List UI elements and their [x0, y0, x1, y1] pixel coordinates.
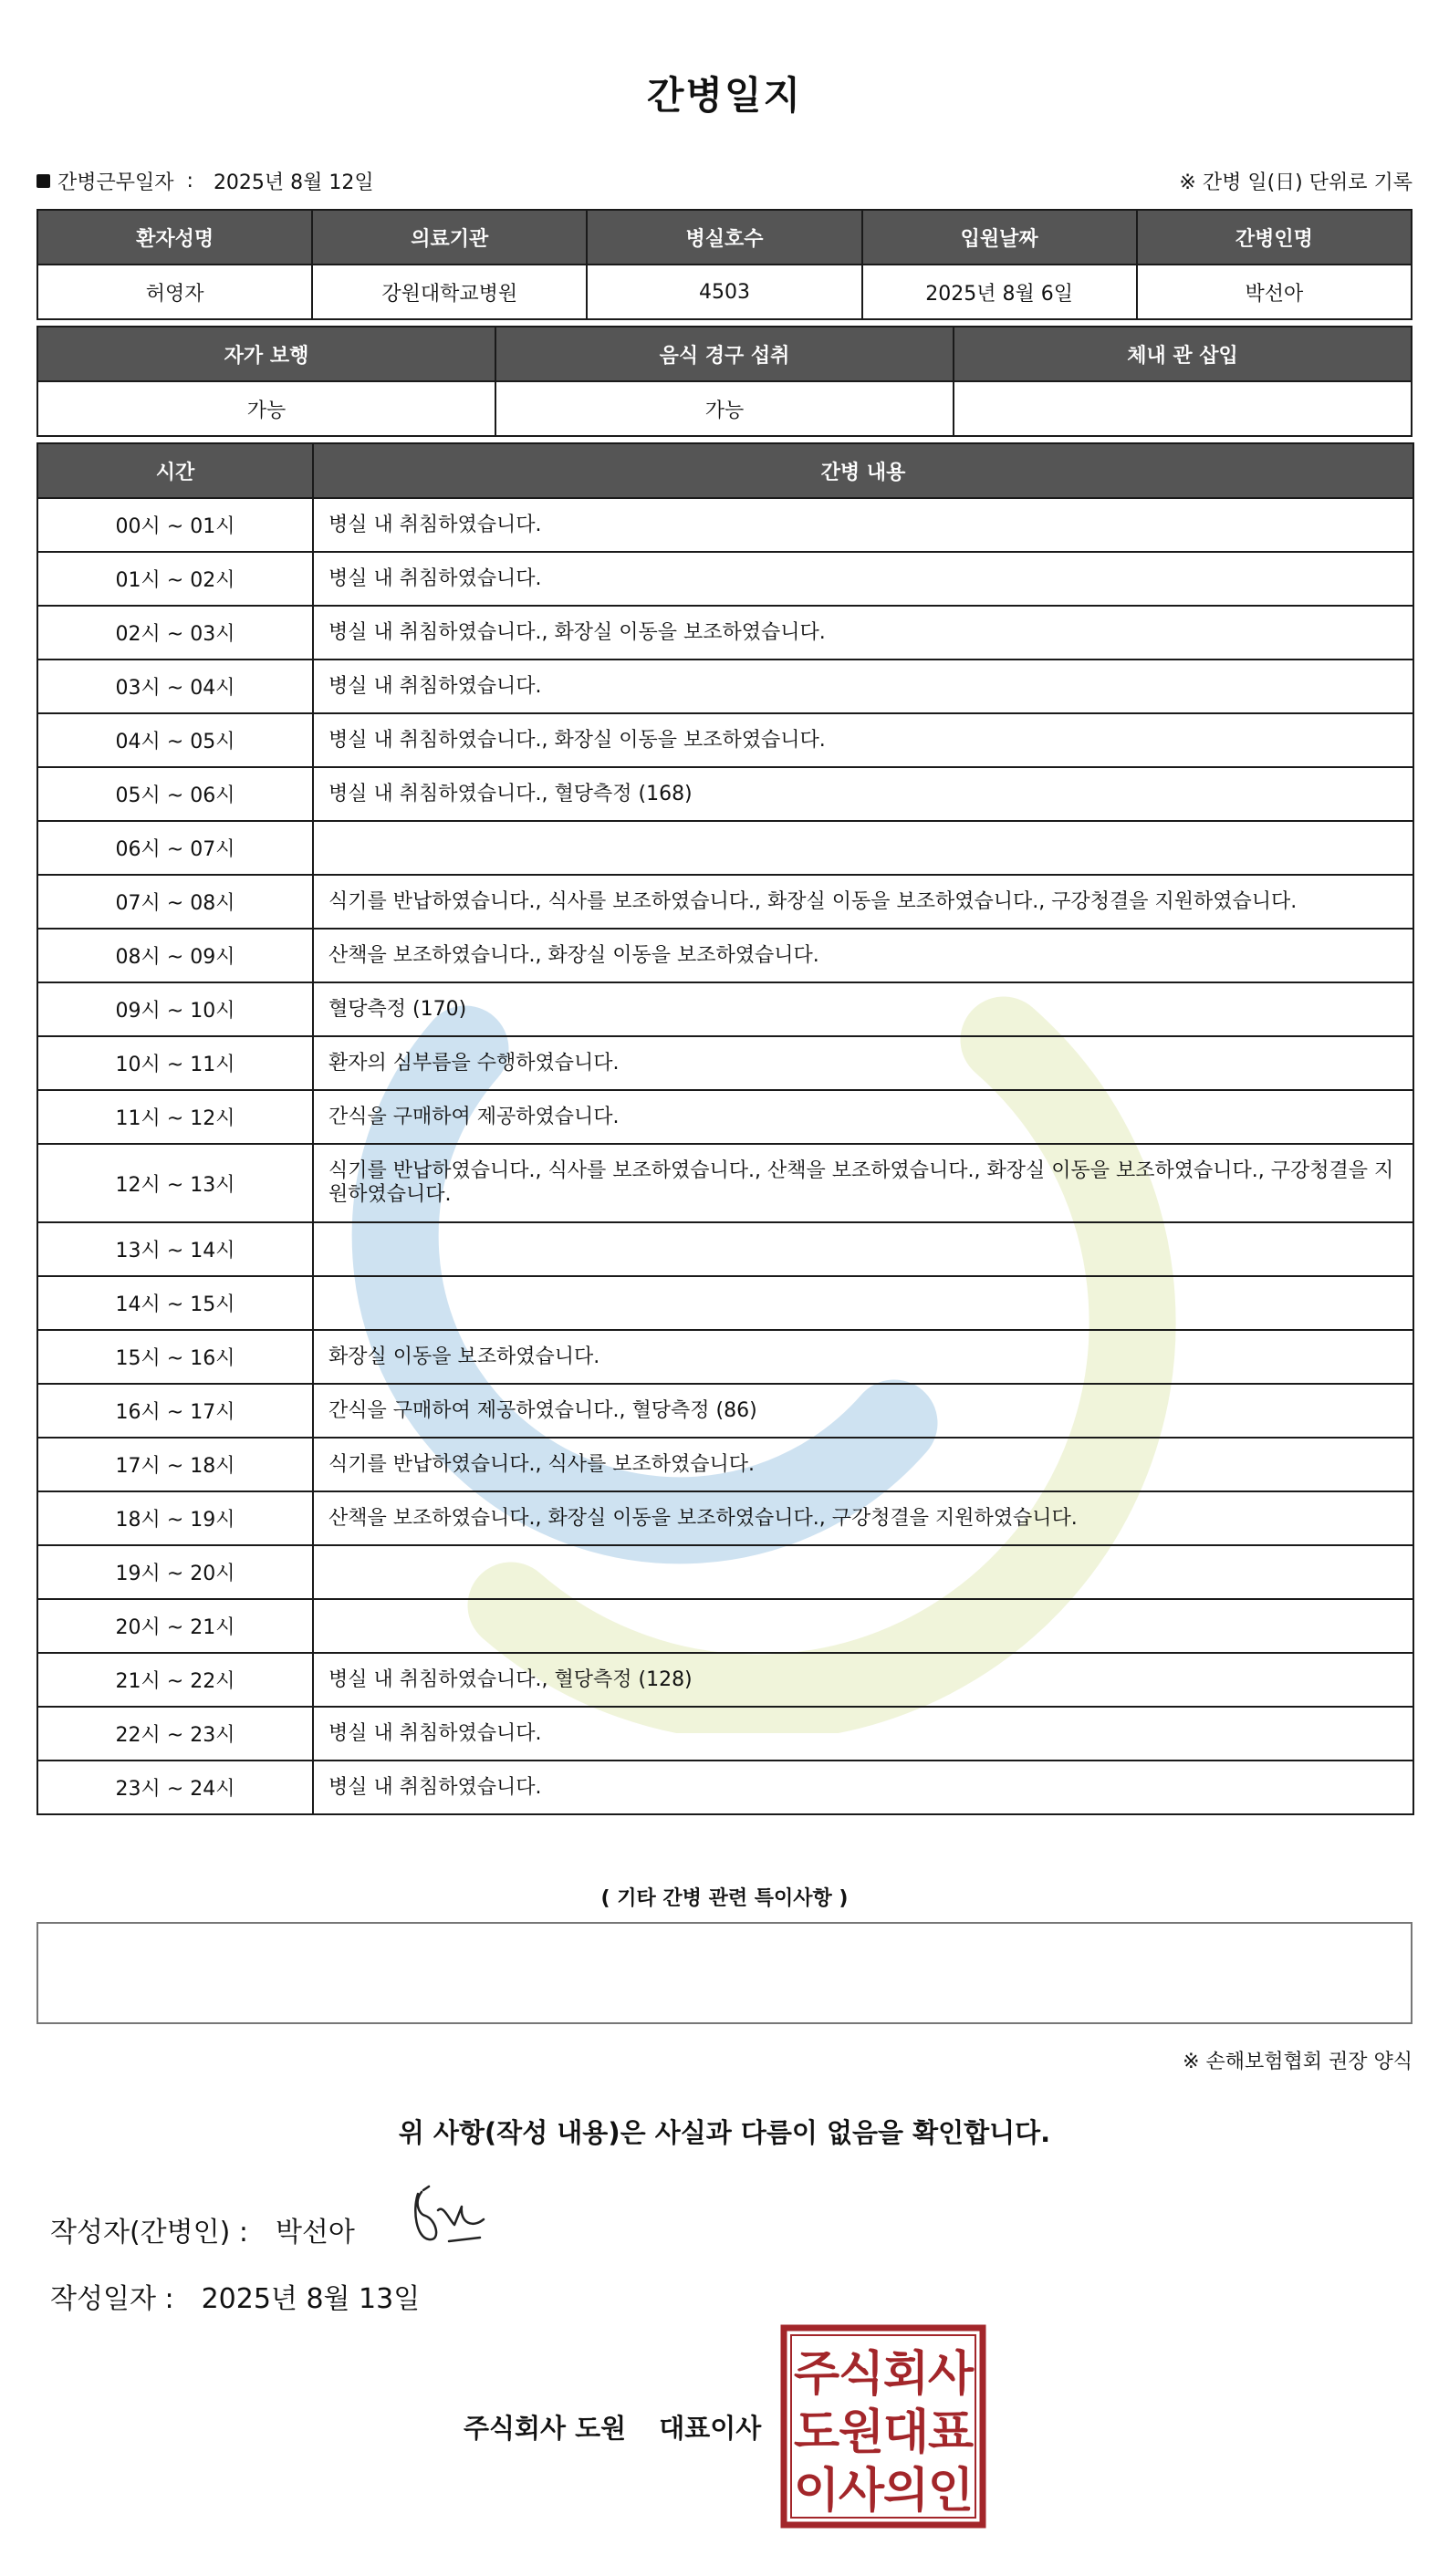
table-row [37, 1222, 1413, 1276]
table-row [37, 660, 1413, 713]
work-date-label: 간병근무일자 [57, 171, 174, 194]
content-cell: 병실 내 취침하였습니다. [313, 1707, 1413, 1761]
patient-info-value-row [37, 265, 1412, 319]
svg-text:이: 이 [793, 2464, 840, 2519]
time-cell: 17시 ~ 18시 [37, 1438, 313, 1491]
table-row [37, 1090, 1413, 1144]
written-date-label: 작성일자 : [50, 2283, 174, 2315]
content-cell: 병실 내 취침하였습니다., 화장실 이동을 보조하였습니다. [313, 713, 1413, 767]
table-row [37, 929, 1413, 982]
writer-line [50, 2209, 355, 2249]
table-row [37, 1036, 1413, 1090]
work-date-colon: : [186, 170, 193, 192]
content-cell: 식기를 반납하였습니다., 식사를 보조하였습니다. [313, 1438, 1413, 1491]
table-row [37, 552, 1413, 606]
self-walking-value: 가능 [37, 381, 495, 436]
written-date-value: 2025년 8월 13일 [201, 2283, 421, 2315]
patient-info-table [36, 209, 1413, 320]
table-row [37, 1599, 1413, 1653]
content-cell [313, 1276, 1413, 1330]
time-header: 시간 [37, 443, 313, 498]
patient-status-value-row [37, 381, 1412, 436]
company-signature-line [464, 2408, 761, 2446]
content-cell: 산책을 보조하였습니다., 화장실 이동을 보조하였습니다. [313, 929, 1413, 982]
content-cell [313, 1599, 1413, 1653]
table-row [37, 713, 1413, 767]
oral-intake-header: 음식 경구 섭취 [495, 327, 954, 381]
content-cell: 산책을 보조하였습니다., 화장실 이동을 보조하였습니다., 구강청결을 지원하였습니다. [313, 1491, 1413, 1545]
self-walking-header: 자가 보행 [37, 327, 495, 381]
time-cell: 03시 ~ 04시 [37, 660, 313, 713]
content-cell [313, 821, 1413, 875]
svg-text:표: 표 [927, 2405, 975, 2460]
time-cell: 22시 ~ 23시 [37, 1707, 313, 1761]
svg-text:의: 의 [882, 2464, 930, 2519]
svg-text:원: 원 [838, 2405, 885, 2460]
content-cell: 환자의 심부름을 수행하였습니다. [313, 1036, 1413, 1090]
time-cell: 14시 ~ 15시 [37, 1276, 313, 1330]
time-cell: 12시 ~ 13시 [37, 1144, 313, 1222]
table-row [37, 1653, 1413, 1707]
caregiver-name-header: 간병인명 [1137, 210, 1412, 265]
table-row [37, 1144, 1413, 1222]
content-cell: 병실 내 취침하였습니다., 화장실 이동을 보조하였습니다. [313, 606, 1413, 660]
care-log-table [36, 442, 1414, 1815]
tube-insertion-header: 체내 관 삽입 [954, 327, 1412, 381]
time-cell: 08시 ~ 09시 [37, 929, 313, 982]
table-row [37, 1438, 1413, 1491]
time-cell: 18시 ~ 19시 [37, 1491, 313, 1545]
table-row [37, 767, 1413, 821]
time-cell: 23시 ~ 24시 [37, 1761, 313, 1814]
time-cell: 06시 ~ 07시 [37, 821, 313, 875]
content-cell: 화장실 이동을 보조하였습니다. [313, 1330, 1413, 1384]
time-cell: 15시 ~ 16시 [37, 1330, 313, 1384]
content-cell: 식기를 반납하였습니다., 식사를 보조하였습니다., 화장실 이동을 보조하였습니다., 구강청결을 지원하였습니다. [313, 875, 1413, 929]
hospital-value: 강원대학교병원 [312, 265, 587, 319]
content-cell [313, 1545, 1413, 1599]
content-cell: 병실 내 취침하였습니다., 혈당측정 (128) [313, 1653, 1413, 1707]
patient-name-value: 허영자 [37, 265, 312, 319]
content-cell: 병실 내 취침하였습니다. [313, 1761, 1413, 1814]
time-cell: 16시 ~ 17시 [37, 1384, 313, 1438]
time-cell: 21시 ~ 22시 [37, 1653, 313, 1707]
oral-intake-value: 가능 [495, 381, 954, 436]
svg-text:인: 인 [927, 2464, 975, 2519]
company-seal-stamp [780, 2324, 986, 2529]
company-name: 주식회사 도원 [464, 2413, 627, 2444]
writer-label: 작성자(간병인) : [50, 2217, 248, 2249]
content-header: 간병 내용 [313, 443, 1413, 498]
svg-text:사: 사 [927, 2347, 975, 2402]
form-note: ※ 손해보험협회 권장 양식 [1183, 2051, 1413, 2073]
written-date-line [50, 2276, 420, 2316]
room-value: 4503 [587, 265, 861, 319]
content-cell: 간식을 구매하여 제공하였습니다., 혈당측정 (86) [313, 1384, 1413, 1438]
content-cell: 병실 내 취침하였습니다. [313, 498, 1413, 552]
square-bullet-icon [36, 174, 50, 188]
patient-name-header: 환자성명 [37, 210, 312, 265]
admission-date-value: 2025년 8월 6일 [862, 265, 1137, 319]
table-row [37, 982, 1413, 1036]
table-row [37, 1545, 1413, 1599]
patient-info-header-row [37, 210, 1412, 265]
time-cell: 02시 ~ 03시 [37, 606, 313, 660]
page-title: 간병일지 [646, 73, 803, 118]
table-row [37, 1276, 1413, 1330]
time-cell: 10시 ~ 11시 [37, 1036, 313, 1090]
content-cell: 병실 내 취침하였습니다. [313, 552, 1413, 606]
time-cell: 07시 ~ 08시 [37, 875, 313, 929]
table-row [37, 606, 1413, 660]
confirmation-statement: 위 사항(작성 내용)은 사실과 다름이 없음을 확인합니다. [398, 2117, 1051, 2148]
content-cell: 병실 내 취침하였습니다. [313, 660, 1413, 713]
table-row [37, 1707, 1413, 1761]
handwritten-signature [409, 2183, 491, 2256]
time-cell: 13시 ~ 14시 [37, 1222, 313, 1276]
caregiver-name-value: 박선아 [1137, 265, 1412, 319]
hospital-header: 의료기관 [312, 210, 587, 265]
work-date-line [36, 167, 374, 195]
table-row [37, 821, 1413, 875]
work-date-value: 2025년 8월 12일 [213, 171, 374, 194]
patient-status-header-row [37, 327, 1412, 381]
svg-text:도: 도 [793, 2405, 840, 2460]
svg-text:회: 회 [882, 2347, 930, 2402]
table-row [37, 875, 1413, 929]
time-cell: 11시 ~ 12시 [37, 1090, 313, 1144]
table-row [37, 498, 1413, 552]
table-row [37, 1761, 1413, 1814]
table-row [37, 1384, 1413, 1438]
table-row [37, 1330, 1413, 1384]
content-cell: 병실 내 취침하였습니다., 혈당측정 (168) [313, 767, 1413, 821]
table-row [37, 1491, 1413, 1545]
patient-status-table [36, 326, 1413, 437]
content-cell: 간식을 구매하여 제공하였습니다. [313, 1090, 1413, 1144]
care-log-header-row [37, 443, 1413, 498]
admission-date-header: 입원날짜 [862, 210, 1137, 265]
time-cell: 04시 ~ 05시 [37, 713, 313, 767]
time-cell: 09시 ~ 10시 [37, 982, 313, 1036]
svg-text:대: 대 [882, 2405, 930, 2460]
time-cell: 19시 ~ 20시 [37, 1545, 313, 1599]
svg-text:사: 사 [838, 2464, 885, 2519]
writer-name: 박선아 [275, 2217, 355, 2249]
time-cell: 01시 ~ 02시 [37, 552, 313, 606]
tube-insertion-value [954, 381, 1412, 436]
content-cell: 혈당측정 (170) [313, 982, 1413, 1036]
time-cell: 00시 ~ 01시 [37, 498, 313, 552]
svg-text:주: 주 [793, 2347, 840, 2402]
representative-title: 대표이사 [659, 2413, 762, 2444]
notes-box [36, 1922, 1413, 2024]
notes-title: ( 기타 간병 관련 특이사항 ) [600, 1887, 849, 1910]
time-cell: 05시 ~ 06시 [37, 767, 313, 821]
svg-text:식: 식 [838, 2347, 885, 2402]
unit-note: ※ 간병 일(日) 단위로 기록 [1179, 171, 1413, 194]
room-header: 병실호수 [587, 210, 861, 265]
time-cell: 20시 ~ 21시 [37, 1599, 313, 1653]
content-cell [313, 1222, 1413, 1276]
content-cell: 식기를 반납하였습니다., 식사를 보조하였습니다., 산책을 보조하였습니다., 화장실 이동을 보조하였습니다., 구강청결을 지원하였습니다. [313, 1144, 1413, 1222]
